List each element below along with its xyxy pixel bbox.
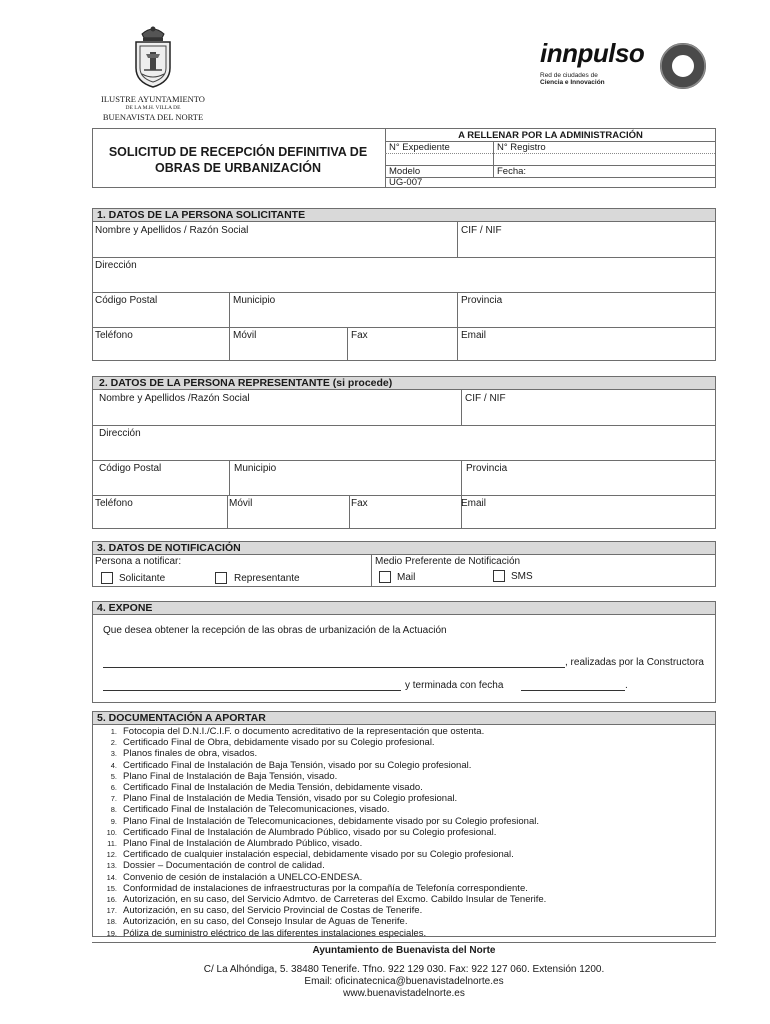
form-title-line1: SOLICITUD DE RECEPCIÓN DEFINITIVA DE (108, 145, 368, 159)
sms-label: SMS (511, 571, 533, 582)
documentation-item (103, 804, 390, 815)
section-documentacion (92, 711, 716, 937)
documentation-item (103, 905, 422, 916)
documentation-item (103, 883, 528, 894)
section-1-header: 1. DATOS DE LA PERSONA SOLICITANTE (93, 209, 715, 222)
s1-fax-field[interactable]: Fax (351, 330, 368, 341)
documentation-item-number: 13. (106, 861, 117, 871)
documentation-item-text: Certificado Final de Instalación de Media Tensión, debidamente visado. (123, 782, 423, 793)
documentation-item (103, 872, 362, 883)
documentation-item-text: Plano Final de Instalación de Media Tensión, visado por su Colegio profesional. (123, 793, 458, 805)
section-3-header: 3. DATOS DE NOTIFICACIÓN (93, 542, 715, 555)
documentation-item-number: 14. (106, 872, 117, 882)
s3-persona-label: Persona a notificar: (95, 556, 182, 567)
documentation-item-number: 10. (106, 827, 117, 837)
documentation-item-text: Autorización, en su caso, del Servicio Admtvo. de Carreteras del Excmo. Cabildo Insular de Tenerife. (123, 894, 547, 905)
s2-fax-field[interactable]: Fax (351, 498, 368, 509)
documentation-item (103, 771, 337, 782)
coat-of-arms-logo (128, 24, 178, 90)
documentation-item-number: 2. (110, 738, 117, 748)
documentation-item-text: Certificado Final de Instalación de Telecomunicaciones, visado. (123, 804, 390, 816)
documentation-item-number: 17. (106, 906, 117, 916)
documentation-item (103, 916, 407, 927)
documentation-item-text: Dossier – Documentación de control de calidad. (123, 860, 325, 872)
section-representante (92, 376, 716, 529)
documentation-item-number: 11. (107, 839, 117, 848)
documentation-item-text: Autorización, en su caso, del Consejo Insular de Aguas de Tenerife. (123, 916, 408, 928)
documentation-item-text: Conformidad de instalaciones de infraestructuras por la compañía de Telefonía correspondiente. (123, 882, 528, 894)
s2-provincia-field[interactable]: Provincia (466, 463, 508, 474)
admin-fecha-label: Fecha: (497, 166, 527, 177)
s1-cp-field[interactable]: Código Postal (95, 295, 158, 306)
s2-email-field[interactable]: Email (461, 498, 487, 509)
documentation-item-number: 19. (106, 928, 117, 938)
section-expone (92, 601, 716, 703)
documentation-item (103, 860, 325, 871)
documentation-item (103, 760, 471, 771)
s1-email-field[interactable]: Email (461, 330, 487, 341)
documentation-item (103, 748, 257, 759)
s4-period: . (625, 680, 628, 691)
documentation-item-number: 15. (106, 883, 117, 893)
fecha-line-input[interactable] (521, 690, 625, 691)
s2-telefono-field[interactable]: Teléfono (95, 498, 133, 509)
documentation-item-number: 9. (110, 816, 117, 826)
documentation-item-text: Certificado de cualquier instalación especial, debidamente visado por su Colegio profesional. (123, 849, 514, 861)
s2-cif-field[interactable]: CIF / NIF (465, 393, 506, 404)
documentation-item (103, 737, 435, 748)
documentation-item-text: Certificado Final de Instalación de Alumbrado Público, visado por su Colegio profesional. (123, 826, 497, 838)
representante-checkbox[interactable] (215, 572, 227, 584)
section-5-header: 5. DOCUMENTACIÓN A APORTAR (93, 712, 715, 725)
form-title-line2: OBRAS DE URBANIZACIÓN (155, 161, 321, 175)
s1-nombre-field[interactable]: Nombre y Apellidos / Razón Social (95, 225, 249, 236)
mail-label: Mail (397, 572, 416, 583)
documentation-item-number: 7. (110, 794, 117, 804)
admin-registro-label: N° Registro (497, 142, 546, 153)
documentation-item-number: 18. (106, 917, 117, 927)
footer-email: Email: oficinatecnica@buenavistadelnorte.es (304, 976, 504, 987)
innpulso-subtitle-1: Red de ciudades de (540, 72, 598, 79)
s1-cif-field[interactable]: CIF / NIF (461, 225, 502, 236)
section-2-header: 2. DATOS DE LA PERSONA REPRESENTANTE (si procede) (93, 377, 715, 390)
documentation-item (103, 849, 514, 860)
documentation-item-text: Convenio de cesión de instalación a UNELCO-ENDESA. (123, 871, 363, 883)
s2-cp-field[interactable]: Código Postal (99, 463, 162, 474)
documentation-item-text: Certificado Final de Obra, debidamente visado por su Colegio profesional. (123, 737, 435, 749)
documentation-item-text: Plano Final de Instalación de Telecomunicaciones, debidamente visado por su Colegio profesional. (123, 815, 539, 827)
footer-address: C/ La Alhóndiga, 5. 38480 Tenerife. Tfno. 922 129 030. Fax: 922 127 060. Extensión 1200. (203, 964, 605, 975)
documentation-item-text: Certificado Final de Instalación de Baja Tensión, visado por su Colegio profesional. (123, 759, 472, 771)
innpulso-wordmark: innpulso (540, 38, 645, 68)
form-title-box (92, 128, 716, 188)
s3-medio-label: Medio Preferente de Notificación (375, 556, 521, 567)
footer-web: www.buenavistadelnorte.es (343, 988, 465, 999)
footer-rule (92, 942, 716, 943)
council-name-line3: BUENAVISTA DEL NORTE (102, 112, 204, 122)
documentation-item (103, 838, 362, 849)
innpulso-subtitle-2: Ciencia e Innovación (540, 79, 605, 86)
documentation-item-number: 6. (110, 783, 117, 792)
admin-modelo-label: Modelo (389, 166, 421, 177)
documentation-item-number: 16. (106, 895, 117, 904)
s1-direccion-field[interactable]: Dirección (95, 260, 137, 271)
s2-nombre-field[interactable]: Nombre y Apellidos /Razón Social (99, 393, 250, 404)
s2-direccion-field[interactable]: Dirección (99, 428, 141, 439)
representante-label: Representante (234, 573, 300, 584)
section-solicitante (92, 208, 716, 361)
documentation-item-text: Fotocopia del D.N.I./C.I.F. o documento acreditativo de la representación que ostenta. (123, 726, 485, 737)
section-notificacion (92, 541, 716, 587)
actuacion-line-input[interactable] (103, 667, 565, 668)
documentation-item (103, 793, 457, 804)
footer-title: Ayuntamiento de Buenavista del Norte (312, 945, 496, 956)
council-name-line1: ILUSTRE AYUNTAMIENTO (101, 94, 205, 104)
documentation-item-text: Planos finales de obra, visados. (123, 748, 258, 760)
documentation-item-number: 4. (110, 760, 117, 770)
mail-checkbox[interactable] (379, 571, 391, 583)
documentation-item-number: 8. (110, 805, 117, 815)
section-4-header: 4. EXPONE (93, 602, 715, 615)
admin-expediente-label: N° Expediente (389, 142, 450, 153)
s1-provincia-field[interactable]: Provincia (461, 295, 503, 306)
s1-movil-field[interactable]: Móvil (233, 330, 257, 341)
sms-checkbox[interactable] (493, 570, 505, 582)
constructora-line-input[interactable] (103, 690, 401, 691)
admin-modelo-value: UG-007 (389, 177, 423, 188)
solicitante-label: Solicitante (119, 573, 166, 584)
s2-movil-field[interactable]: Móvil (229, 498, 253, 509)
innpulso-logo (540, 40, 716, 90)
documentation-item-text: Plano Final de Instalación de Baja Tensión, visado. (123, 770, 338, 782)
s1-telefono-field[interactable]: Teléfono (95, 330, 133, 341)
documentation-item (103, 894, 546, 905)
solicitante-checkbox[interactable] (101, 572, 113, 584)
s4-intro-text: Que desea obtener la recepción de las obras de urbanización de la Actuación (103, 625, 447, 636)
documentation-item-number: 3. (110, 749, 117, 759)
documentation-item (103, 726, 484, 737)
council-name-line2: DE LA M.H. VILLA DE (125, 105, 181, 111)
documentation-item-text: Plano Final de Instalación de Alumbrado Público, visado. (123, 838, 363, 849)
documentation-item-number: 12. (106, 850, 117, 860)
documentation-item (103, 782, 423, 793)
s4-constructora-text: , realizadas por la Constructora (565, 657, 704, 668)
s2-municipio-field[interactable]: Municipio (234, 463, 277, 474)
documentation-item (103, 928, 426, 939)
s1-municipio-field[interactable]: Municipio (233, 295, 276, 306)
documentation-item-text: Autorización, en su caso, del Servicio Provincial de Costas de Tenerife. (123, 905, 423, 917)
documentation-item-text: Póliza de suministro eléctrico de las diferentes instalaciones especiales. (123, 927, 427, 939)
documentation-item-number: 1. (110, 727, 117, 736)
innpulso-ring-icon (658, 42, 708, 90)
s4-terminada-text: y terminada con fecha (405, 680, 504, 691)
documentation-item (103, 827, 496, 838)
documentation-item-number: 5. (110, 771, 117, 781)
documentation-item (103, 816, 539, 827)
admin-header: A RELLENAR POR LA ADMINISTRACIÓN (458, 130, 643, 141)
